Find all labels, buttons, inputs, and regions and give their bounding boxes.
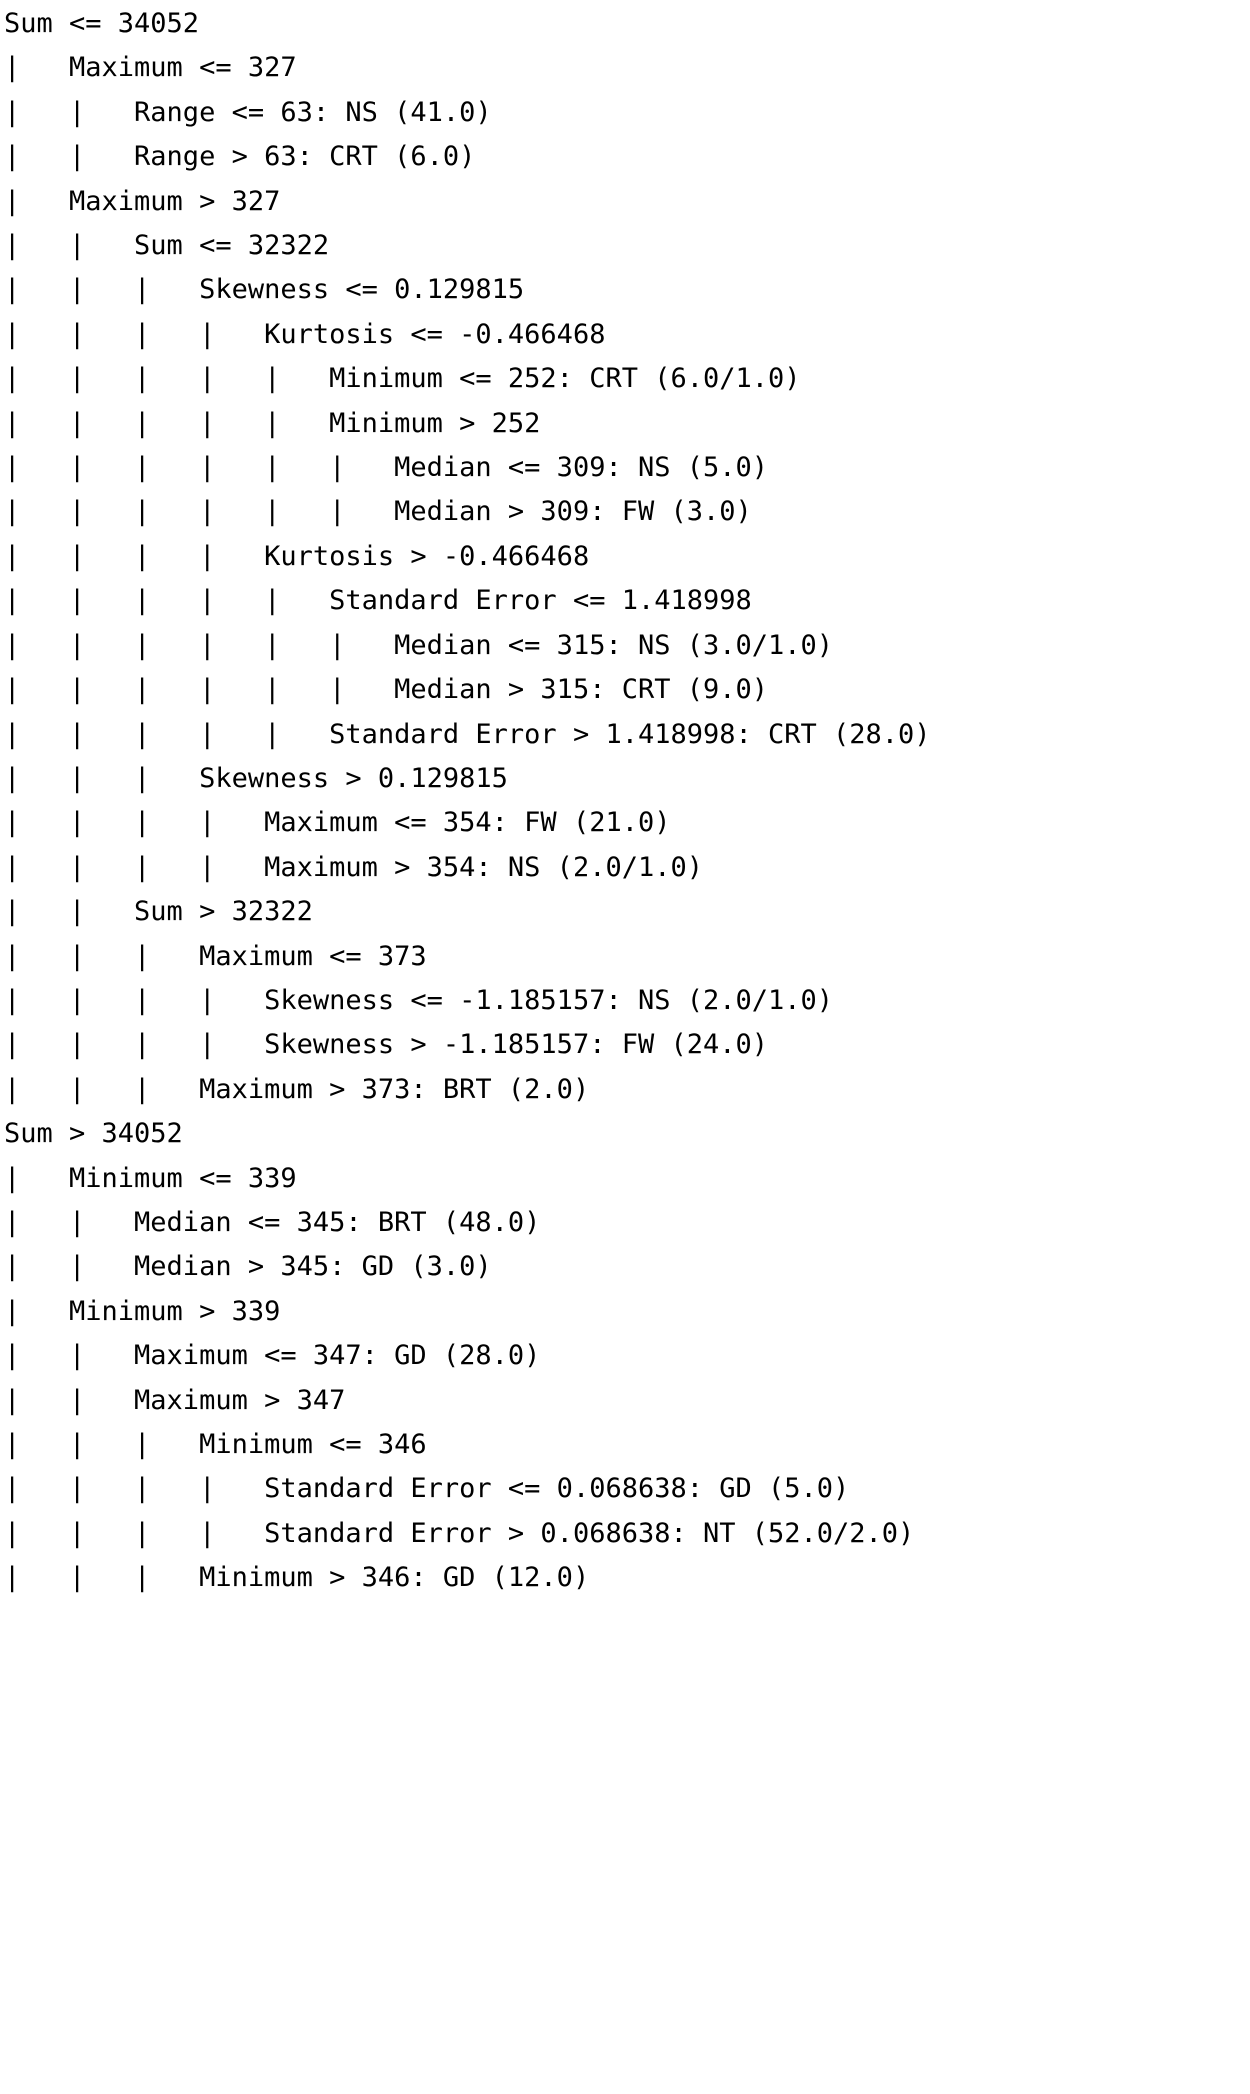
tree-line: | | | | | Minimum > 252 <box>4 407 541 439</box>
tree-line: | | | | | | Median <= 309: NS (5.0) <box>4 452 769 484</box>
tree-line: | | Range > 63: CRT (6.0) <box>4 141 476 173</box>
tree-line: Sum <= 34052 <box>4 8 200 39</box>
tree-line: | | | | Maximum > 354: NS (2.0/1.0) <box>4 851 703 883</box>
tree-line: | | Median > 345: GD (3.0) <box>4 1251 492 1283</box>
tree-line: | Minimum <= 339 <box>4 1162 297 1194</box>
tree-line: | | | Skewness > 0.129815 <box>4 762 508 794</box>
tree-line: | | Maximum <= 347: GD (28.0) <box>4 1340 541 1372</box>
tree-line: Sum > 34052 <box>4 1118 183 1150</box>
tree-line: | | | | Skewness > -1.185157: FW (24.0) <box>4 1029 769 1061</box>
tree-line: | | Median <= 345: BRT (48.0) <box>4 1206 541 1238</box>
tree-line: | | | Maximum > 373: BRT (2.0) <box>4 1073 590 1105</box>
tree-line: | | | | | | Median > 315: CRT (9.0) <box>4 674 769 706</box>
tree-line: | | Range <= 63: NS (41.0) <box>4 96 492 128</box>
tree-line: | | | | Maximum <= 354: FW (21.0) <box>4 807 671 839</box>
tree-line: | | | Minimum > 346: GD (12.0) <box>4 1562 590 1594</box>
tree-line: | | | Skewness <= 0.129815 <box>4 274 525 306</box>
tree-line: | | | | Skewness <= -1.185157: NS (2.0/1.0) <box>4 984 834 1016</box>
tree-line: | | | Maximum <= 373 <box>4 940 427 972</box>
tree-line: | | | Minimum <= 346 <box>4 1429 427 1460</box>
tree-line: | | Sum > 32322 <box>4 896 313 928</box>
tree-line: | | | | | | Median > 309: FW (3.0) <box>4 496 752 528</box>
tree-line: | | | | Kurtosis <= -0.466468 <box>4 318 606 350</box>
tree-line: | | Sum <= 32322 <box>4 230 330 262</box>
tree-line: | | | | | | Median <= 315: NS (3.0/1.0) <box>4 629 834 661</box>
tree-line: | | | | | Standard Error > 1.418998: CRT (28.0) <box>4 718 931 750</box>
tree-line: | | | | Standard Error > 0.068638: NT (52.0/2.0) <box>4 1517 915 1549</box>
tree-line: | Maximum <= 327 <box>4 52 297 84</box>
tree-line: | | Maximum > 347 <box>4 1384 346 1416</box>
tree-line: | | | | | Standard Error <= 1.418998 <box>4 585 752 617</box>
tree-line: | | | | Standard Error <= 0.068638: GD (5.0) <box>4 1473 850 1505</box>
tree-line: | Minimum > 339 <box>4 1295 281 1327</box>
tree-line: | | | | | Minimum <= 252: CRT (6.0/1.0) <box>4 363 801 395</box>
tree-line: | | | | Kurtosis > -0.466468 <box>4 540 590 572</box>
tree-line: | Maximum > 327 <box>4 185 281 217</box>
